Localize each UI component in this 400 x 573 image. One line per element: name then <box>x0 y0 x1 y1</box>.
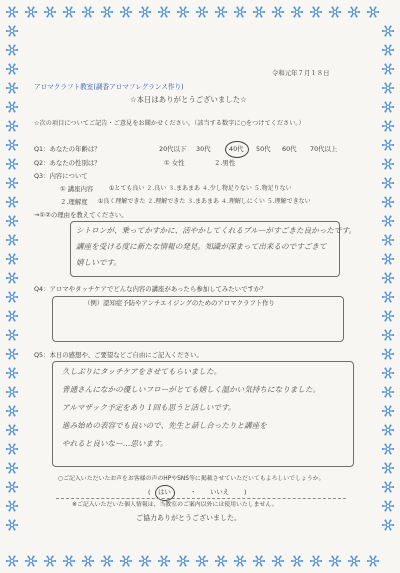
snowflake-icon <box>6 500 18 511</box>
snowflake-icon <box>382 424 394 435</box>
snowflake-icon <box>63 555 75 566</box>
q5-answer-line-3: アルマザック予定をあり１回も思うと活しいです。 <box>62 403 236 412</box>
snowflake-icon <box>6 481 18 492</box>
snowflake-icon <box>272 555 284 566</box>
open-paren: ( <box>148 488 151 496</box>
q2-option-female[interactable]: ① 女性 <box>164 159 185 167</box>
snowflake-icon <box>6 234 18 245</box>
q1-option-30s[interactable]: 30代 <box>196 145 211 153</box>
q1-option-70s[interactable]: 70代以上 <box>310 145 338 153</box>
q4-example-answer: （例）認知症予防やアンチエイジングのためのアロマクラフト作り <box>84 299 275 307</box>
snowflake-icon <box>382 386 394 397</box>
q5-answer-line-1: 久しぶりにタッチケアをさせてもらいました。 <box>62 367 222 376</box>
snowflake-icon <box>196 555 208 566</box>
q3-answer-line-3: 嬉しいです。 <box>76 258 121 267</box>
snowflake-icon <box>382 462 394 473</box>
snowflake-icon <box>196 6 208 17</box>
snowflake-icon <box>177 555 189 566</box>
snowflake-icon <box>382 272 394 283</box>
privacy-note: ※ご記入いただいた個人情報は、当教室のご案内以外には使用いたしません。 <box>72 502 278 508</box>
q3-answer-line-1: シトロンが、乗ってかすかに、活やかしてくれるブルーがすごきた良かったです。 <box>76 226 357 235</box>
snowflake-icon <box>382 310 394 321</box>
snowflake-icon <box>44 6 56 17</box>
snowflake-icon <box>6 63 18 74</box>
snowflake-icon <box>329 555 341 566</box>
snowflake-icon <box>382 519 394 530</box>
snowflake-icon <box>382 367 394 378</box>
snowflake-icon <box>348 6 360 17</box>
snowflake-icon <box>382 405 394 416</box>
snowflake-icon <box>6 196 18 207</box>
snowflake-icon <box>382 120 394 131</box>
snowflake-icon <box>6 405 18 416</box>
snowflake-icon <box>6 291 18 302</box>
snowflake-icon <box>310 555 322 566</box>
snowflake-icon <box>6 555 18 566</box>
q4-label: Q4：アロマやタッチケアでどんな内容の講座があったら参加してみたいですか？ <box>34 285 267 293</box>
snowflake-icon <box>6 215 18 226</box>
snowflake-icon <box>367 6 379 17</box>
snowflake-icon <box>82 6 94 17</box>
snowflake-icon <box>215 6 227 17</box>
q5-answer-line-4: 進み始めの表容でも良いので、先生と話し合ったりと講座を <box>62 421 267 430</box>
q1-option-20s[interactable]: 20代以下 <box>159 145 187 153</box>
snowflake-icon <box>310 6 322 17</box>
snowflake-icon <box>234 6 246 17</box>
q1-option-50s[interactable]: 50代 <box>256 145 271 153</box>
snowflake-icon <box>382 25 394 36</box>
date-text: 令和元年７月１８日 <box>272 69 330 77</box>
snowflake-icon <box>6 44 18 55</box>
q5-answer-line-2: 普通さんになかの優しいフローがとても嬉しく温かい気持ちになりました。 <box>62 385 321 394</box>
snowflake-icon <box>253 555 265 566</box>
snowflake-icon <box>382 329 394 340</box>
snowflake-icon <box>382 82 394 93</box>
thanks-heading: ☆本日はありがとうございました☆ <box>130 95 247 104</box>
permission-separator: ・ <box>190 488 197 496</box>
snowflake-icon <box>158 6 170 17</box>
q2-label: Q2：あなたの性別は？ <box>34 159 101 167</box>
snowflake-icon <box>253 6 265 17</box>
snowflake-icon <box>291 6 303 17</box>
snowflake-icon <box>6 367 18 378</box>
snowflake-icon <box>382 291 394 302</box>
snowflake-icon <box>6 310 18 321</box>
permission-yes[interactable]: はい <box>158 488 171 496</box>
snowflake-icon <box>382 215 394 226</box>
snowflake-icon <box>25 555 37 566</box>
snowflake-icon <box>6 329 18 340</box>
snowflake-icon <box>382 348 394 359</box>
snowflake-icon <box>382 101 394 112</box>
snowflake-icon <box>120 6 132 17</box>
q1-selected-circle <box>225 141 249 158</box>
snowflake-icon <box>382 443 394 454</box>
q5-answer-box[interactable] <box>52 361 354 467</box>
snowflake-icon <box>348 555 360 566</box>
permission-note: ○ご記入いただいたお声をお客様の声のHPやSNS等に掲載させていただいてもよろしいでしょうか。 <box>58 476 325 482</box>
q1-option-60s[interactable]: 60代 <box>282 145 297 153</box>
q3-content-label: ① 講座内容 <box>60 185 94 193</box>
snowflake-icon <box>6 386 18 397</box>
snowflake-icon <box>234 555 246 566</box>
snowflake-icon <box>6 139 18 150</box>
snowflake-icon <box>120 555 132 566</box>
q3-label: Q3：内容について <box>34 172 88 180</box>
snowflake-icon <box>382 196 394 207</box>
snowflake-icon <box>382 177 394 188</box>
shop-name: アロマクラフト教室(調香アロマフレグランス作り) <box>34 83 184 91</box>
snowflake-icon <box>6 120 18 131</box>
snowflake-icon <box>101 6 113 17</box>
snowflake-icon <box>6 519 18 530</box>
snowflake-icon <box>6 462 18 473</box>
snowflake-icon <box>63 6 75 17</box>
snowflake-icon <box>272 6 284 17</box>
snowflake-icon <box>367 555 379 566</box>
q1-label: Q1：あなたの年齢は？ <box>34 145 101 153</box>
close-paren: ) <box>244 488 247 496</box>
snowflake-icon <box>382 253 394 264</box>
snowflake-icon <box>6 82 18 93</box>
snowflake-icon <box>382 63 394 74</box>
dashed-divider <box>56 498 346 499</box>
snowflake-icon <box>382 44 394 55</box>
snowflake-icon <box>6 158 18 169</box>
snowflake-icon <box>139 6 151 17</box>
snowflake-icon <box>25 6 37 17</box>
snowflake-icon <box>382 481 394 492</box>
snowflake-icon <box>44 555 56 566</box>
snowflake-icon <box>215 555 227 566</box>
snowflake-icon <box>382 158 394 169</box>
snowflake-icon <box>291 555 303 566</box>
snowflake-icon <box>382 234 394 245</box>
snowflake-icon <box>6 253 18 264</box>
snowflake-icon <box>329 6 341 17</box>
intro-text: ☆次の項目についてご記告・ご意見をお聞かせください。（該当する数字に○をつけてください。） <box>34 120 305 127</box>
snowflake-icon <box>6 177 18 188</box>
permission-no[interactable]: いいえ <box>210 488 230 496</box>
snowflake-icon <box>158 555 170 566</box>
q2-option-male[interactable]: ２.男性 <box>214 159 236 167</box>
snowflake-icon <box>6 443 18 454</box>
snowflake-icon <box>101 555 113 566</box>
snowflake-icon <box>139 555 151 566</box>
q5-label: Q5：本日の感想や、ご要望などご自由にご記入ください。 <box>34 351 203 359</box>
closing-text: ご協力ありがとうございました。 <box>136 514 241 522</box>
q3-understanding-label: ２.理解度 <box>60 198 88 206</box>
snowflake-icon <box>6 272 18 283</box>
q3-reason-prompt: →①②の理由を教えてください。 <box>34 211 128 219</box>
q5-answer-line-5: やれると良いなー…思います。 <box>62 439 168 448</box>
q1-option-40s[interactable]: 40代 <box>229 145 244 153</box>
snowflake-icon <box>6 6 18 17</box>
snowflake-icon <box>6 424 18 435</box>
snowflake-icon <box>382 500 394 511</box>
snowflake-icon <box>177 6 189 17</box>
q3-content-options[interactable]: ①とても良い ２.良い ３.まあまあ ４.少し物足りない ５.物足りない <box>109 185 292 192</box>
snowflake-icon <box>6 101 18 112</box>
snowflake-icon <box>82 555 94 566</box>
q3-answer-line-2: 講座を受ける度に新たな情報の発見。知識が深まって出来るのですごきて <box>76 242 327 251</box>
snowflake-icon <box>6 348 18 359</box>
snowflake-icon <box>382 139 394 150</box>
snowflake-icon <box>6 25 18 36</box>
q3-understanding-options[interactable]: ①良く理解できた ２.理解できた ３.まあまあ ４.理解しにくい ５.理解できない <box>98 198 311 205</box>
